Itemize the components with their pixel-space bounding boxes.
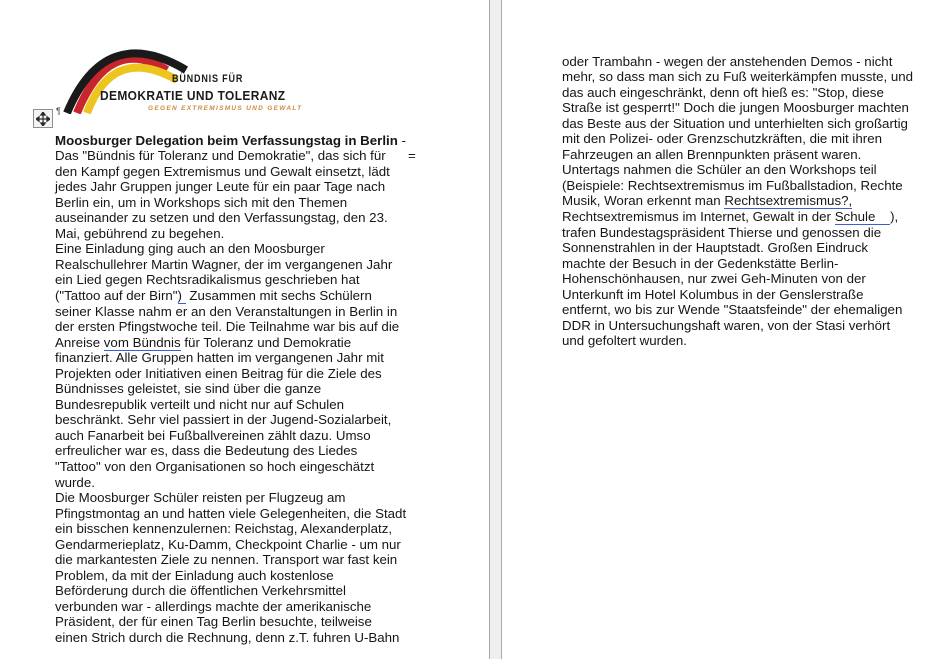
body-text: Pfingstmontag an und hatten viele Gelegenheiten, die Stadt: [55, 505, 407, 521]
body-text: oder Trambahn - wegen der anstehenden Demos - nicht: [562, 53, 893, 69]
body-text: Bundesrepublik verteilt und nicht nur auf Schulen: [55, 396, 345, 412]
text-line: [562, 54, 939, 70]
body-text: mehr, so dass man sich zu Fuß weiterkämpfen musste, und: [562, 69, 914, 85]
text-line: [55, 459, 485, 475]
text-line: [55, 428, 485, 444]
text-line: [55, 335, 485, 351]
body-text: für Toleranz und Demokratie: [180, 334, 352, 350]
body-text: Untertags nahmen die Schüler an den Workshops teil: [562, 162, 877, 178]
grammar-flagged-text: vom Bündnis: [103, 334, 181, 350]
body-text: -: [397, 132, 406, 148]
text-line: [55, 226, 485, 242]
left-page-text-area[interactable]: [55, 133, 485, 646]
body-text: Berlin ein, um in Workshops sich mit den Themen: [55, 194, 348, 210]
body-text: Problem, da mit der Einladung auch kostenlose: [55, 567, 334, 583]
move-arrows-icon: [36, 112, 50, 126]
logo-title-line1: BÜNDNIS FÜR: [172, 73, 244, 85]
text-line: [55, 397, 485, 413]
text-line: [55, 210, 485, 226]
logo-slogan: GEGEN EXTREMISMUS UND GEWALT: [148, 105, 303, 112]
buendnis-logo-image[interactable]: [63, 44, 303, 116]
text-line: [55, 288, 485, 304]
body-text: und gefoltert wurden.: [562, 333, 687, 349]
text-line: [562, 287, 939, 303]
text-line: [55, 272, 485, 288]
body-text: jedes Jahr Gruppen junger Leute für ein paar Tage nach: [55, 179, 386, 195]
body-text: Rechtsextremismus im Internet, Gewalt in der: [562, 208, 835, 224]
body-text: DDR in Untersuchungshaft waren, von der Stasi verhört: [562, 317, 891, 333]
body-text: Projekten oder Initiativen einen Beitrag für die Ziele des: [55, 365, 382, 381]
body-text: Straße ist gesperrt!" Doch die jungen Moosburger machten: [562, 100, 909, 116]
body-text: Die Moosburger Schüler reisten per Flugzeug am: [55, 490, 346, 506]
body-text: die markantesten Ziele zu nennen. Transport war fast kein: [55, 552, 398, 568]
text-line: [55, 148, 485, 164]
body-text: seiner Klasse nahm er an den Veranstaltungen in Berlin in: [55, 303, 398, 319]
body-text: mit den Polizei- oder Grenzschutzkräften, die mit ihren: [562, 131, 883, 147]
text-line: [562, 209, 939, 225]
text-line: [55, 319, 485, 335]
body-text: trafen Bundestagspräsident Thierse und genossen die: [562, 224, 882, 240]
body-text: Anreise: [55, 334, 104, 350]
text-line: [55, 599, 485, 615]
body-text: Gendarmerieplatz, Ku-Damm, Checkpoint Charlie - um nur: [55, 536, 401, 552]
document-page-right: [502, 0, 939, 659]
text-line: [562, 271, 939, 287]
body-text: finanziert. Alle Gruppen hatten im vergangenen Jahr mit: [55, 350, 384, 366]
body-text: Präsident, der für einen Tag Berlin besuchte, teilweise: [55, 614, 372, 630]
page-gap-divider: [489, 0, 502, 659]
grammar-flagged-text: Schule: [834, 208, 891, 224]
text-line: [562, 318, 939, 334]
text-line: [55, 241, 485, 257]
text-line: [55, 366, 485, 382]
body-text: einen Strich durch die Rechnung, denn z.T. fuhren U-Bahn: [55, 630, 400, 645]
body-text: auseinander zu setzen und den Verfassungstag, den 23.: [55, 210, 388, 226]
text-line: [562, 178, 939, 194]
equals-mark: =: [408, 148, 416, 163]
body-text: machte der Besuch in der Gedenkstätte Berlin-: [562, 255, 839, 271]
body-text: erfreulicher war es, dass die Bedeutung des Liedes: [55, 443, 358, 459]
body-text: Realschullehrer Martin Wagner, der im vergangenen Jahr: [55, 256, 393, 272]
text-line: [55, 521, 485, 537]
text-line: [55, 552, 485, 568]
body-text: ein Lied gegen Rechtsradikalismus geschrieben hat: [55, 272, 360, 288]
body-text: Eine Einladung ging auch an den Moosburger: [55, 241, 325, 257]
body-text: Mai, gebührend zu begehen.: [55, 225, 225, 241]
body-text: das auch eingeschränkt, denn oft hieß es: "Stop, diese: [562, 84, 884, 100]
body-text: (Beispiele: Rechtsextremismus im Fußballstadion, Rechte: [562, 177, 903, 193]
text-line: [55, 412, 485, 428]
text-line: [55, 506, 485, 522]
text-line: [55, 304, 485, 320]
grammar-flagged-text: Rechtsextremismus?,: [724, 193, 853, 209]
grammar-flagged-text: ): [177, 287, 186, 303]
heading-text: Moosburger Delegation beim Verfassungstag in Berlin: [55, 132, 398, 148]
body-text: Unterkunft im Hotel Kolumbus in der Genslerstraße: [562, 286, 864, 302]
body-text: ein bisschen kennenzulernen: Reichstag, Alexanderplatz,: [55, 521, 393, 537]
text-line: [562, 302, 939, 318]
body-text: ),: [890, 208, 899, 224]
body-text: "Tattoo" von den Organisationen so hoch eingeschätzt: [55, 458, 375, 474]
body-text: verbunden war - allerdings machte der amerikanische: [55, 598, 372, 614]
text-line: [562, 240, 939, 256]
text-line: [55, 568, 485, 584]
body-text: Bündnisses geleistet, sie sind über die ganze: [55, 381, 322, 397]
body-text: wurde.: [55, 474, 95, 490]
text-line: [55, 537, 485, 553]
body-text: der ersten Pfingstwoche teil. Die Teilnahme war bis auf die: [55, 319, 400, 335]
body-text: Das "Bündnis für Toleranz und Demokratie", das sich für: [55, 148, 386, 164]
body-text: auch Fanarbeit bei Fußballvereinen zählt dazu. Umso: [55, 427, 371, 443]
text-line: [562, 131, 939, 147]
body-text: Fahrzeugen an allen Brennpunkten präsent waren.: [562, 146, 862, 162]
text-line: [55, 614, 485, 630]
text-line: [562, 225, 939, 241]
right-page-text-area[interactable]: [562, 54, 939, 349]
text-line: [55, 257, 485, 273]
body-text: beschränkt. Sehr viel passiert in der Jugend-Sozialarbeit,: [55, 412, 392, 428]
body-text: das Beste aus der Situation und unterhielten sich großartig: [562, 115, 908, 131]
text-line: [55, 133, 485, 149]
text-line: [55, 490, 485, 506]
body-text: Musik, Woran erkennt man: [562, 193, 725, 209]
text-line: [55, 630, 485, 646]
text-line: [55, 443, 485, 459]
text-line: [55, 381, 485, 397]
text-line: [562, 256, 939, 272]
body-text: Hohenschönhausen, nur zwei Geh-Minuten von der: [562, 271, 866, 287]
text-line: [562, 162, 939, 178]
body-text: Zusammen mit sechs Schülern: [185, 287, 372, 303]
logo-arch-graphic: [63, 46, 189, 114]
body-text: den Kampf gegen Extremismus und Gewalt einsetzt, lädt: [55, 163, 390, 179]
paragraph-mark: ¶: [56, 106, 61, 116]
logo-title-line2: DEMOKRATIE UND TOLERANZ: [100, 88, 286, 103]
text-line: [562, 147, 939, 163]
text-line: [55, 583, 485, 599]
text-line: [562, 333, 939, 349]
body-text: Sonnenstrahlen in der Hauptstadt. Großen Eindruck: [562, 240, 869, 256]
text-line: [562, 116, 939, 132]
text-line: [562, 193, 939, 209]
text-line: [562, 69, 939, 85]
text-line: [562, 85, 939, 101]
text-line: [55, 179, 485, 195]
text-line: [55, 475, 485, 491]
text-line: [55, 195, 485, 211]
text-line: [562, 100, 939, 116]
body-text: ("Tattoo auf der Birn": [55, 287, 178, 303]
body-text: entfernt, wo bis zur Wende "Staatsfeinde" der ehemaligen: [562, 302, 903, 318]
object-move-handle[interactable]: [33, 109, 53, 128]
body-text: Beförderung durch die öffentlichen Verkehrsmittel: [55, 583, 346, 599]
text-line: [55, 350, 485, 366]
text-line: [55, 164, 485, 180]
